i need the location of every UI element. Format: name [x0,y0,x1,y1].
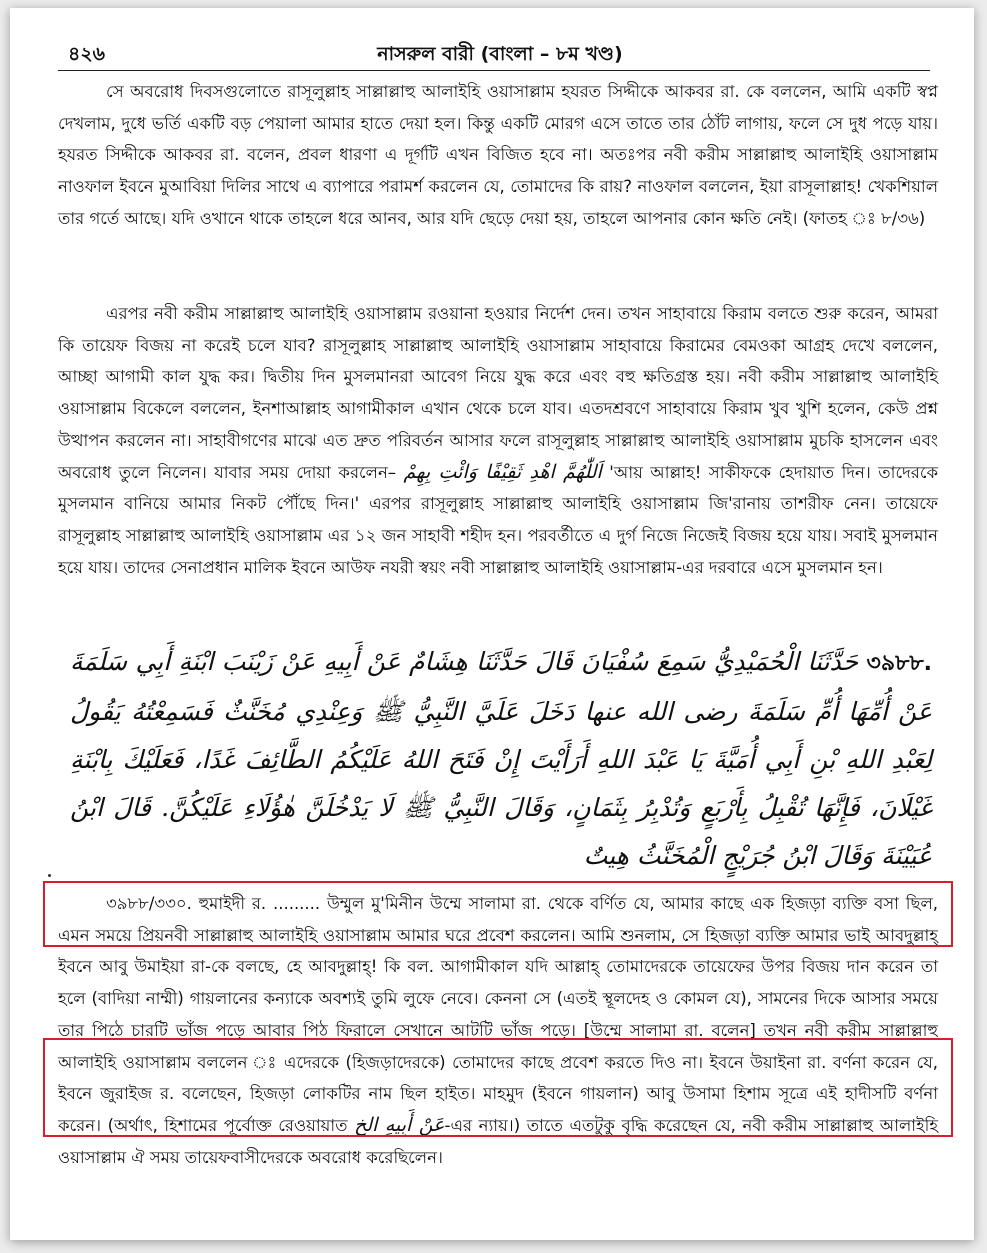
hadith-arabic-body: حَدَّثَنَا الْحُمَيْدِيُّ سَمِعَ سُفْيَانَ قَالَ حَدَّثَنَا هِشَامٌ عَنْ أَبِيهِ عَنْ زَيْنَبَ ابْنَةِ أَبِي سَلَمَةَ عَنْ أُمِّهَا أُمِّ سَلَمَةَ رضى الله عنها دَخَلَ عَلَيَّ النَّبِيُّ ﷺ وَعِنْدِي مُخَنَّثٌ فَسَمِعْتُهُ يَقُولُ لِعَبْدِ اللهِ بْنِ أَبِي أُمَيَّةَ يَا عَبْدَ اللهِ أَرَأَيْتَ إِنْ فَتَحَ اللهُ عَلَيْكُمُ الطَّائِفَ غَدًا، فَعَلَيْكَ بِابْنَةِ غَيْلَانَ، فَإِنَّهَا تُقْبِلُ بِأَرْبَعٍ وَتُدْبِرُ بِثَمَانٍ، وَقَالَ النَّبِيُّ ﷺ لَا يَدْخُلَنَّ هٰؤُلَاءِ عَلَيْكُنَّ. قَالَ ابْنُ عُيَيْنَةَ وَقَالَ ابْنُ جُرَيْجٍ الْمُخَنَّثُ هِيتٌ [70,647,932,870]
arabic-dua: اَللّٰهُمَّ اهْدِ ثَقِيْفًا وَائْتِ بِهِمْ [403,460,602,483]
paragraph-departure-continued: 'আয় আল্লাহ! সাকীফকে হেদায়াত দিন। তাদেরকে মুসলমান বানিয়ে আমার নিকট পৌঁছে দিন।' এরপর রাসূলুল্লাহ সাল্লাল্লাহু আলাইহি ওয়াসাল্লাম জি'রানায় তাশরীফ নেন। তায়েফে রাসূলুল্লাহ সাল্লাল্লাহু আলাইহি ওয়াসাল্লাম এর ১২ জন সাহাবী শহীদ হন। পরবর্তীতে এ দুর্গ নিজে নিজেই বিজয় হয়ে যায়। সবাই মুসলমান হয়ে যায়। তাদের সেনাপ্রধান মালিক ইবনে আউফ নযরী স্বয়ং নবী সাল্লাল্লাহু আলাইহি ওয়াসাল্লাম-এর দরবারে এসে মুসলমান হন। [58,462,938,577]
hadith-translation [58,888,938,1173]
header-rule [58,70,930,71]
hadith-translation-text: ৩৯৮৮/৩৩০. হুমাইদী র. ......... উম্মুল মু'মিনীন উম্মে সালামা রা. থেকে বর্ণিত যে, আমার কাছে এক হিজড়া ব্যক্তি বসা ছিল, এমন সময়ে প্রিয়নবী সাল্লাল্লাহু আলাইহি ওয়াসাল্লাম আমার ঘরে প্রবেশ করলেন। আমি শুনলাম, সে হিজড়া ব্যক্তি আমার ভাই আবদুল্লাহ্ ইবনে আবু উমাইয়া রা-কে বলছে, হে আবদুল্লাহ্! কি বল. আগামীকাল যদি আল্লাহ্ তোমাদেরকে তায়েফের উপর বিজয় দান করেন তা হলে (বাদিয়া নাম্মী) গায়লানের কন্যাকে অবশ্যই তুমি লুফে নেবে। কেননা সে (এতই স্থূলদেহ ও কোমল যে), সামনের দিকে আসার সময়ে তার পিঠে চারটি ভাঁজ পড়ে আবার পিঠ ফিরালে সেখানে আটটি ভাঁজ পড়ে। [উম্মে সালামা রা. বলেন] তখন নবী করীম সাল্লাল্লাহু আলাইহি ওয়াসাল্লাম বললেন ঃ এদেরকে (হিজড়াদেরকে) তোমাদের কাছে প্রবেশ করতে দিও না। ইবনে উয়াইনা রা. বর্ণনা করেন যে, ইবনে জুরাইজ র. বলেছেন, হিজড়া লোকটির নাম ছিল হাইত। মাহমুদ (ইবনে গায়লান) আবু উসামা হিশাম সূত্রে এই হাদীসটি বর্ণনা করেন। (অর্থাৎ, হিশামের পূর্বোক্ত রেওয়ায়াত [58,894,938,1135]
running-header: নাসরুল বারী (বাংলা – ৮ম খণ্ড) [377,43,623,65]
paragraph-departure [58,298,938,583]
paragraph-siege-dream: সে অবরোধ দিবসগুলোতে রাসূলুল্লাহ সাল্লাল্লাহু আলাইহি ওয়াসাল্লাম হযরত সিদ্দীকে আকবর রা. কে বললেন, আমি একটি স্বপ্ন দেখলাম, দুধে ভর্তি একটি বড় পেয়ালা আমার হাতে দেয়া হল। কিন্তু একটি মোরগ এসে তাতে তার ঠোঁট লাগায়, ফলে সে দুধ পড়ে যায়। হযরত সিদ্দীকে আকবর রা. বলেন, প্রবল ধারণা এ দূর্গটি এখন বিজিত হবে না। অতঃপর নবী করীম সাল্লাল্লাহু আলাইহি ওয়াসাল্লাম নাওফাল ইবনে মুআবিয়া দিলির সাথে এ ব্যাপারে পরামর্শ করলেন যে, তোমাদের কি রায়? নাওফাল বললেন, ইয়া রাসূলাল্লাহ! খেকশিয়াল তার গর্তে আছে। যদি ওখানে থাকে তাহলে ধরে আনব, আর যদি ছেড়ে দেয়া হয়, তাহলে আপনার কোন ক্ষতি নেই। (ফাতহ ঃ ৮/৩৬) [58,82,938,228]
hadith-translation-ending: -এর ন্যায়।) তাতে এতটুকু বৃদ্ধি করেছেন যে, নবী করীম সাল্লাল্লাহু আলাইহি ওয়াসাল্লাম ঐ সময় তায়েফবাসীদেরকে অবরোধ করেছিলেন। [58,1115,939,1167]
page-number: ৪২৬ [68,43,106,65]
hadith-arabic-text [70,638,932,880]
document-page [10,8,974,1240]
hadith-number: ৩৯৮৮. [866,651,933,676]
print-speck [48,874,51,877]
arabic-reference: عَنْ أَبِيهِ الخ [354,1113,445,1136]
paragraph-departure-text: এরপর নবী করীম সাল্লাল্লাহু আলাইহি ওয়াসাল্লাম রওয়ানা হওয়ার নির্দেশ দেন। তখন সাহাবায়ে কিরাম বলতে শুরু করেন, আমরা কি তায়েফ বিজয় না করেই চলে যাব? রাসূলুল্লাহ সাল্লাল্লাহু আলাইহি ওয়াসাল্লাম সাহাবায়ে কিরামের বেমওকা আগ্রহ দেখে বললেন, আচ্ছা আগামী কাল যুদ্ধ কর। দ্বিতীয় দিন মুসলমানরা আবেগ নিয়ে যুদ্ধ করে এবং বহু ক্ষতিগ্রস্ত হয়। নবী করীম সাল্লাল্লাহু আলাইহি ওয়াসাল্লাম বিকেলে বললেন, ইনশাআল্লাহ আগামীকাল এখান থেকে চলে যাব। এতদশ্রবণে সাহাবায়ে কিরাম খুব খুশি হলেন, কেউ প্রশ্ন উত্থাপন করলেন না। সাহাবীগণের মাঝে এত দ্রুত পরিবর্তন আসার ফলে রাসূলুল্লাহ সাল্লাল্লাহু আলাইহি ওয়াসাল্লাম মুচকি হাসলেন এবং অবরোধ তুলে নিলেন। যাবার সময় দোয়া করলেন– [58,304,938,482]
